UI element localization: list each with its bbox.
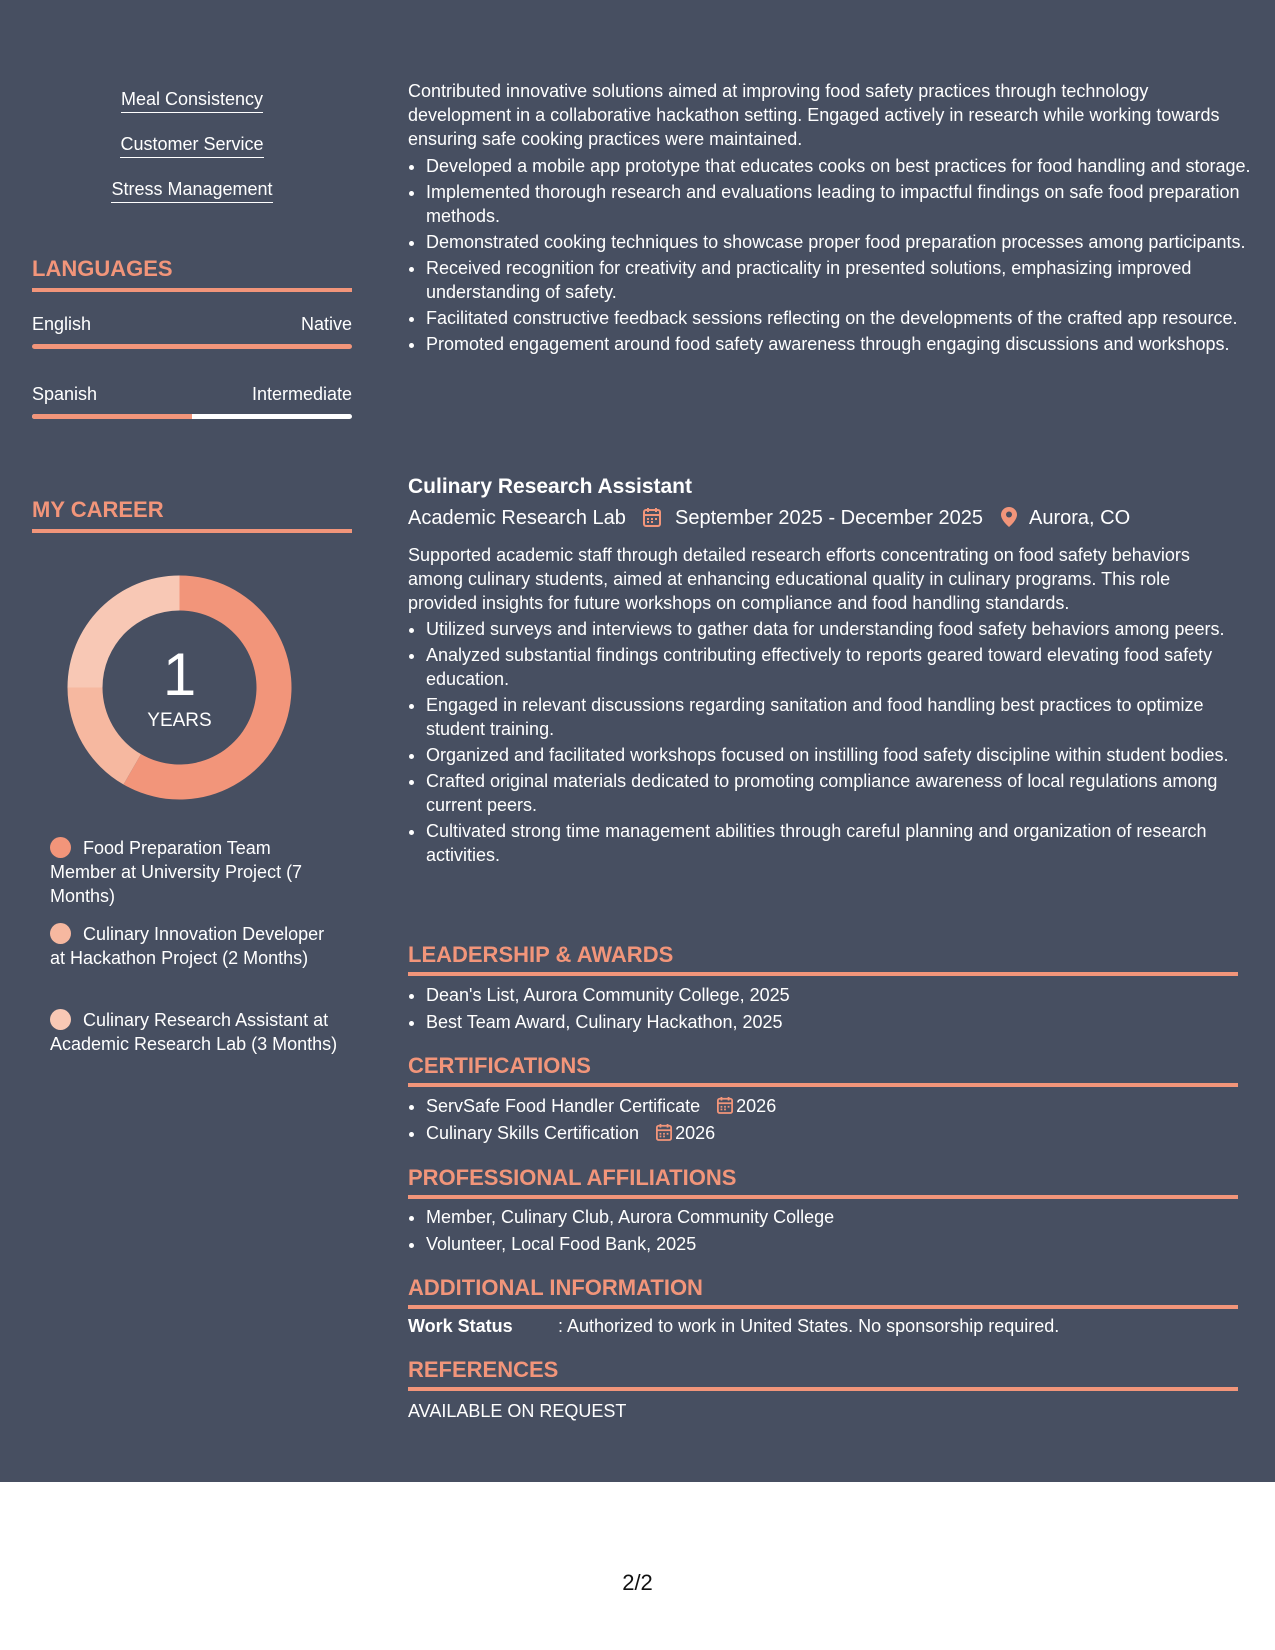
work-status-value: : Authorized to work in United States. No sponsorship required.: [558, 1316, 1060, 1336]
list-item: • Volunteer, Local Food Bank, 2025: [426, 1232, 1256, 1256]
list-item: • Best Team Award, Culinary Hackathon, 2025: [426, 1010, 1256, 1034]
language-name: Spanish: [32, 384, 98, 404]
language-name: English: [32, 314, 92, 334]
languages-heading: LANGUAGES: [32, 256, 352, 292]
certification-name: ServSafe Food Handler Certificate: [426, 1096, 701, 1116]
career-total-years: 1: [162, 641, 197, 708]
career-years-label: YEARS: [147, 710, 212, 731]
career-legend-item: Culinary Research Assistant at Academic Research Lab (3 Months): [50, 1010, 338, 1054]
awards-list: [408, 983, 1256, 1037]
research-summary: Supported academic staff through detailed research efforts concentrating on food safety behaviors among culinary students, aimed at enhancing educational quality in culinary programs. This role provided insights for future workshops on compliance and food handling standards.: [408, 545, 1190, 613]
research-bullets: [408, 617, 1256, 869]
company-name: Academic Research Lab: [408, 507, 626, 529]
calendar-icon: [643, 507, 661, 527]
additional-info-heading: ADDITIONAL INFORMATION: [408, 1275, 1238, 1309]
legend-dot-icon: [50, 837, 71, 858]
job-title: Culinary Research Assistant: [408, 475, 693, 498]
skill-item: Meal Consistency: [32, 88, 352, 113]
list-item: • Facilitated constructive feedback sessions reflecting on the developments of the crafted app resource.: [426, 306, 1256, 330]
job-dates: September 2025 - December 2025: [675, 507, 983, 529]
certification-name: Culinary Skills Certification: [426, 1123, 640, 1143]
list-item: • Engaged in relevant discussions regarding sanitation and food handling best practices to optimize student training.: [426, 693, 1256, 741]
career-donut-chart: [67, 575, 292, 800]
list-item: • Demonstrated cooking techniques to showcase proper food preparation processes among participants.: [426, 230, 1256, 254]
list-item: • Received recognition for creativity and practicality in presented solutions, emphasizing improved understanding of safety.: [426, 256, 1256, 304]
hackathon-summary: Contributed innovative solutions aimed at improving food safety practices through technology development in a collaborative hackathon setting. Engaged actively in research while working towards ensuring safe cooking practices were maintained.: [408, 81, 1220, 149]
map-pin-icon: [1001, 507, 1017, 527]
career-legend-item: Culinary Innovation Developer at Hackathon Project (2 Months): [50, 924, 325, 968]
work-status-label: Work Status: [408, 1316, 513, 1336]
legend-dot-icon: [50, 923, 71, 944]
language-bar: [32, 344, 352, 349]
awards-heading: LEADERSHIP & AWARDS: [408, 942, 1238, 976]
calendar-icon: [717, 1096, 733, 1114]
references-text: AVAILABLE ON REQUEST: [408, 1401, 627, 1421]
skill-item: Stress Management: [32, 178, 352, 203]
certifications-heading: CERTIFICATIONS: [408, 1053, 1238, 1087]
list-item: • Utilized surveys and interviews to gather data for understanding food safety behaviors among peers.: [426, 617, 1256, 641]
language-bar-fill: [32, 344, 352, 349]
legend-dot-icon: [50, 1009, 71, 1030]
calendar-icon: [656, 1123, 672, 1141]
certification-date: 2026: [656, 1121, 715, 1145]
job-location: Aurora, CO: [1029, 507, 1131, 529]
hackathon-bullets: [408, 154, 1256, 358]
list-item: • Dean's List, Aurora Community College, 2025: [426, 983, 1256, 1007]
language-row: [32, 384, 352, 405]
list-item: • Developed a mobile app prototype that educates cooks on best practices for food handling and storage.: [426, 154, 1256, 178]
list-item: • Cultivated strong time management abilities through careful planning and organization of research activities.: [426, 819, 1256, 867]
career-legend-item: Food Preparation Team Member at University Project (7 Months): [50, 838, 303, 906]
affiliations-list: [408, 1205, 1256, 1259]
list-item: • Member, Culinary Club, Aurora Community College: [426, 1205, 1256, 1229]
list-item: [426, 1094, 1256, 1118]
work-status: [408, 1316, 1238, 1337]
skill-item: Customer Service: [32, 133, 352, 158]
list-item: • Promoted engagement around food safety awareness through engaging discussions and workshops.: [426, 332, 1256, 356]
list-item: • Implemented thorough research and evaluations leading to impactful findings on safe food preparation methods.: [426, 180, 1256, 228]
affiliations-heading: PROFESSIONAL AFFILIATIONS: [408, 1165, 1238, 1199]
certification-date: 2026: [717, 1094, 776, 1118]
list-item: [426, 1121, 1256, 1145]
list-item: • Analyzed substantial findings contributing effectively to reports geared toward elevating food safety education.: [426, 643, 1256, 691]
references-heading: REFERENCES: [408, 1357, 1238, 1391]
job-meta: [408, 507, 1238, 530]
language-row: [32, 314, 352, 335]
list-item: • Crafted original materials dedicated to promoting compliance awareness of local regulations among current peers.: [426, 769, 1256, 817]
language-bar: [32, 414, 352, 419]
language-bar-fill: [32, 414, 192, 419]
language-level: Native: [300, 314, 352, 334]
list-item: • Organized and facilitated workshops focused on instilling food safety discipline within student bodies.: [426, 743, 1256, 767]
page-number: 2/2: [622, 1570, 653, 1595]
career-heading: MY CAREER: [32, 497, 352, 533]
language-level: Intermediate: [251, 384, 352, 404]
certifications-list: [408, 1094, 1256, 1148]
